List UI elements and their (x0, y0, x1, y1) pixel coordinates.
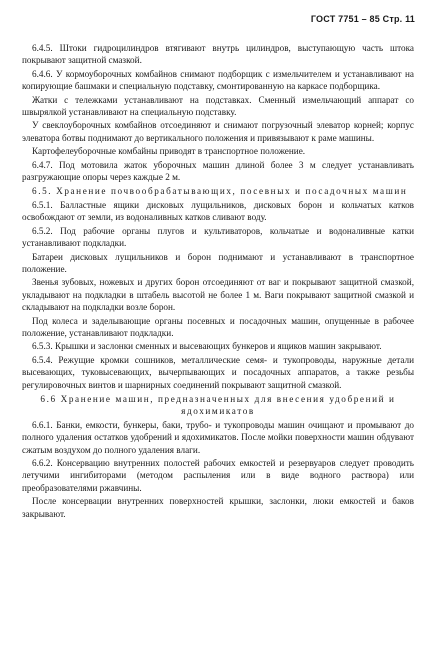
paragraph-6-5-2-harrow: Звенья зубовых, ножевых и других борон отсоединяют от ваг и покрывают защитной смазкой, укладывают на подкладки в штабель высотой не более 1 м. Ваги покрывают защитной смазкой и складывают на подкладки возле борон. (22, 277, 414, 313)
paragraph-6-4-6-potato: Картофелеуборочные комбайны приводят в транспортное положение. (32, 146, 306, 157)
paragraph-6-4-7: 6.4.7. Под мотовила жаток уборочных машин длиной более 3 м следует устанавливать разгружающие опоры через каждые 2 м. (22, 159, 414, 183)
section-heading-6-5: 6.5. Хранение почвообрабатывающих, посевных и посадочных машин (32, 186, 408, 197)
paragraph-6-6-1: 6.6.1. Банки, емкости, бункеры, баки, трубо- и тукопроводы машин очищают и промывают до полного удаления остатков удобрений и ядохимикатов. После мойки поверхности машин обдувают сжатым воздухом до полного удаления влаги. (22, 419, 414, 455)
paragraph-6-5-3: 6.5.3. Крышки и заслонки сменных и высевающих бункеров и ящиков машин закрывают. (32, 341, 382, 352)
paragraph-6-4-6-beet: У свеклоуборочных комбайнов отсоединяют и снимают погрузочный элеватор корней; корпус элеватора ботвы поднимают до вертикального положения и привязывают к раме машины. (22, 120, 414, 143)
paragraph-6-4-6: 6.4.6. У кормоуборочных комбайнов снимают подборщик с измельчителем и устанавливают на копирующие башмаки и специальную подставку, смонтированную на каркасе подборщика. (22, 68, 414, 92)
page-header: ГОСТ 7751 – 85 Стр. 11 (310, 14, 415, 24)
paragraph-6-5-1: 6.5.1. Балластные ящики дисковых лущильников, дисковых борон и кольчатых катков освобождают от земли, из водоналивных катков сливают воду. (22, 199, 414, 223)
paragraph-6-4-6-headers: Жатки с тележками устанавливают на подставках. Сменный измельчающий аппарат со швырялкой устанавливают на специальную подставку. (22, 94, 414, 118)
paragraph-6-5-2: 6.5.2. Под рабочие органы плугов и культиваторов, кольчатые и водоналивные катки устанавливают подкладки. (22, 225, 414, 249)
section-heading-6-6: 6.6 Хранение машин, предназначенных для внесения удобрений и ядохимикатов (40, 393, 396, 417)
document-body (22, 42, 414, 521)
paragraph-6-5-4: 6.5.4. Режущие кромки сошников, металлические семя- и тукопроводы, наружные детали высевающих, туковысевающих, вычерпывающих и посадочных аппаратов, а также резьбы регулировочных винтов и шарнирных соединений покрывают защитной смазкой. (22, 354, 414, 390)
paragraph-6-6-2-close: После консервации внутренних поверхностей крышки, заслонки, люки емкостей и баков закрывают. (22, 496, 414, 519)
paragraph-6-4-5: 6.4.5. Штоки гидроцилиндров втягивают внутрь цилиндров, выступающую часть штока покрывают защитной смазкой. (22, 43, 414, 66)
paragraph-6-6-2: 6.6.2. Консервацию внутренних полостей рабочих емкостей и резервуаров следует проводить летучими ингибиторами (методом распыления или в виде водного раствора) или преобразователями ржавчины. (22, 458, 414, 493)
paragraph-6-5-2-wheels: Под колеса и заделывающие органы посевных и посадочных машин, опущенные в рабочее положение, устанавливают подкладки. (22, 315, 414, 338)
paragraph-6-5-2-disc: Батареи дисковых лущильников и борон поднимают и устанавливают в транспортное положение. (22, 251, 414, 274)
